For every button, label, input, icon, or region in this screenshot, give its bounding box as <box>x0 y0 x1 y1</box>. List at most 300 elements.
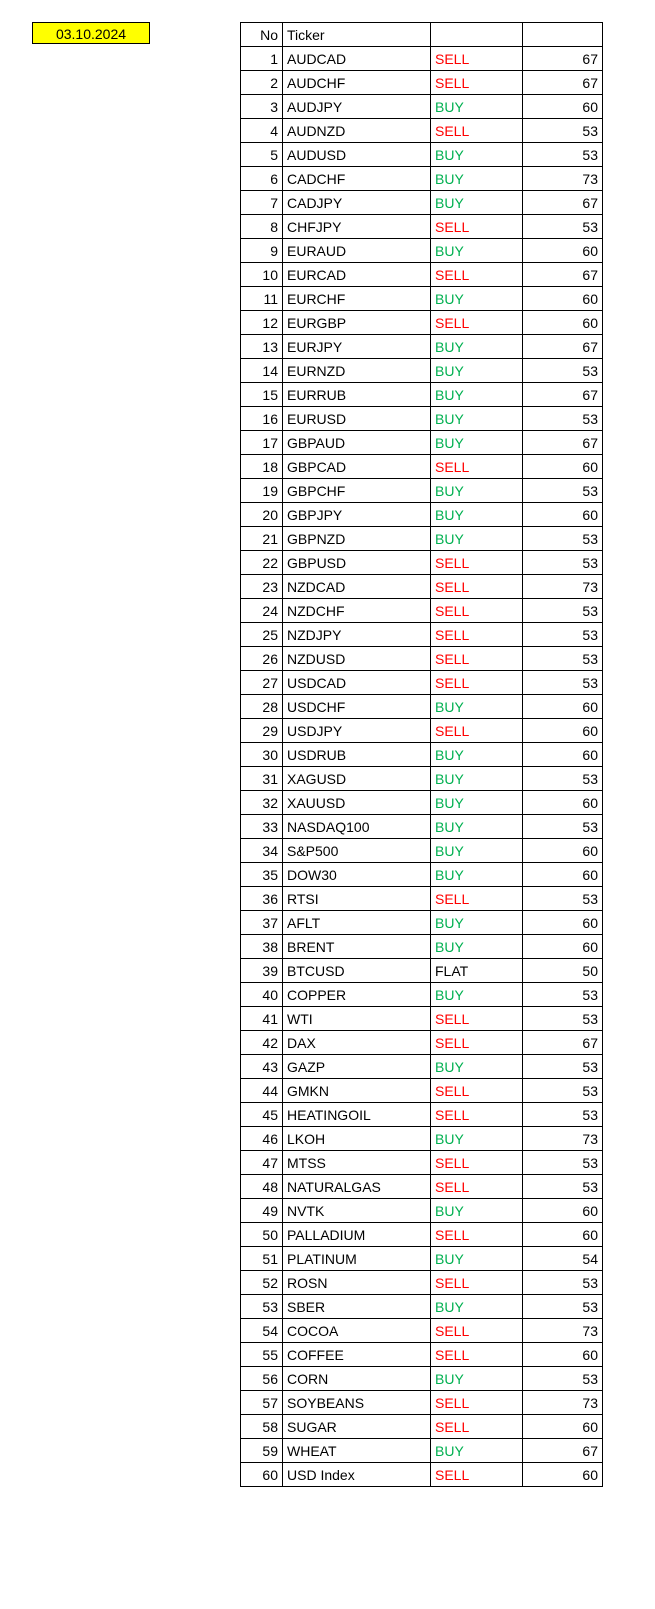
cell-ticker: EURAUD <box>283 239 431 263</box>
cell-win-percent: 53 <box>523 479 603 503</box>
table-row <box>241 839 603 863</box>
cell-no: 8 <box>241 215 283 239</box>
table-row <box>241 431 603 455</box>
cell-no: 38 <box>241 935 283 959</box>
cell-win-percent: 53 <box>523 1103 603 1127</box>
cell-ticker: NZDCAD <box>283 575 431 599</box>
table-row <box>241 575 603 599</box>
cell-trend: BUY <box>431 1367 523 1391</box>
table-row <box>241 95 603 119</box>
table-body <box>241 47 603 1487</box>
cell-no: 59 <box>241 1439 283 1463</box>
table-row <box>241 503 603 527</box>
table-row <box>241 1319 603 1343</box>
cell-trend: BUY <box>431 95 523 119</box>
cell-ticker: RTSI <box>283 887 431 911</box>
column-header-trend: TREND <box>431 23 523 47</box>
cell-trend: BUY <box>431 527 523 551</box>
table-row <box>241 1199 603 1223</box>
table-row <box>241 1223 603 1247</box>
cell-trend: SELL <box>431 1079 523 1103</box>
cell-no: 4 <box>241 119 283 143</box>
table-row <box>241 959 603 983</box>
table-row <box>241 311 603 335</box>
cell-no: 32 <box>241 791 283 815</box>
cell-win-percent: 60 <box>523 455 603 479</box>
table-row <box>241 71 603 95</box>
cell-ticker: CADCHF <box>283 167 431 191</box>
cell-ticker: LKOH <box>283 1127 431 1151</box>
cell-win-percent: 67 <box>523 335 603 359</box>
cell-no: 44 <box>241 1079 283 1103</box>
cell-win-percent: 60 <box>523 503 603 527</box>
cell-no: 58 <box>241 1415 283 1439</box>
table-row <box>241 383 603 407</box>
cell-win-percent: 60 <box>523 911 603 935</box>
cell-win-percent: 60 <box>523 839 603 863</box>
cell-win-percent: 60 <box>523 863 603 887</box>
cell-trend: SELL <box>431 263 523 287</box>
table-row <box>241 671 603 695</box>
cell-ticker: USDCAD <box>283 671 431 695</box>
cell-no: 43 <box>241 1055 283 1079</box>
cell-win-percent: 53 <box>523 647 603 671</box>
cell-win-percent: 60 <box>523 287 603 311</box>
cell-ticker: GBPCHF <box>283 479 431 503</box>
table-row <box>241 767 603 791</box>
cell-ticker: AUDUSD <box>283 143 431 167</box>
cell-ticker: GAZP <box>283 1055 431 1079</box>
cell-trend: SELL <box>431 47 523 71</box>
cell-win-percent: 60 <box>523 95 603 119</box>
cell-win-percent: 53 <box>523 671 603 695</box>
cell-no: 40 <box>241 983 283 1007</box>
cell-no: 29 <box>241 719 283 743</box>
cell-no: 34 <box>241 839 283 863</box>
cell-trend: SELL <box>431 887 523 911</box>
table-row <box>241 143 603 167</box>
cell-trend: SELL <box>431 1271 523 1295</box>
cell-no: 12 <box>241 311 283 335</box>
table-row <box>241 623 603 647</box>
cell-no: 15 <box>241 383 283 407</box>
cell-trend: SELL <box>431 1343 523 1367</box>
table-row <box>241 1391 603 1415</box>
cell-win-percent: 60 <box>523 695 603 719</box>
table-row <box>241 1271 603 1295</box>
cell-win-percent: 60 <box>523 1199 603 1223</box>
cell-trend: BUY <box>431 407 523 431</box>
cell-trend: SELL <box>431 119 523 143</box>
table-row <box>241 551 603 575</box>
cell-no: 35 <box>241 863 283 887</box>
cell-no: 5 <box>241 143 283 167</box>
cell-win-percent: 67 <box>523 263 603 287</box>
cell-ticker: BRENT <box>283 935 431 959</box>
table-row <box>241 1439 603 1463</box>
table-row <box>241 1103 603 1127</box>
cell-no: 24 <box>241 599 283 623</box>
cell-trend: BUY <box>431 335 523 359</box>
cell-trend: FLAT <box>431 959 523 983</box>
cell-win-percent: 67 <box>523 191 603 215</box>
cell-ticker: USD Index <box>283 1463 431 1487</box>
cell-ticker: GBPUSD <box>283 551 431 575</box>
cell-trend: SELL <box>431 551 523 575</box>
cell-ticker: NASDAQ100 <box>283 815 431 839</box>
cell-trend: BUY <box>431 503 523 527</box>
cell-trend: BUY <box>431 1295 523 1319</box>
table-row <box>241 1463 603 1487</box>
table-row <box>241 647 603 671</box>
table-row <box>241 407 603 431</box>
cell-no: 48 <box>241 1175 283 1199</box>
table-row <box>241 1175 603 1199</box>
cell-win-percent: 60 <box>523 743 603 767</box>
table-row <box>241 887 603 911</box>
cell-ticker: USDJPY <box>283 719 431 743</box>
cell-trend: SELL <box>431 311 523 335</box>
cell-ticker: BTCUSD <box>283 959 431 983</box>
cell-win-percent: 60 <box>523 1223 603 1247</box>
cell-win-percent: 53 <box>523 887 603 911</box>
cell-ticker: SUGAR <box>283 1415 431 1439</box>
cell-no: 22 <box>241 551 283 575</box>
cell-trend: BUY <box>431 143 523 167</box>
table-row <box>241 263 603 287</box>
table-row <box>241 599 603 623</box>
cell-win-percent: 53 <box>523 407 603 431</box>
cell-no: 37 <box>241 911 283 935</box>
cell-ticker: EURJPY <box>283 335 431 359</box>
table-row <box>241 791 603 815</box>
table-row <box>241 455 603 479</box>
table-row <box>241 1151 603 1175</box>
cell-trend: BUY <box>431 767 523 791</box>
cell-win-percent: 67 <box>523 1031 603 1055</box>
table-row <box>241 1343 603 1367</box>
cell-trend: SELL <box>431 1223 523 1247</box>
cell-no: 11 <box>241 287 283 311</box>
cell-win-percent: 67 <box>523 1439 603 1463</box>
table-row <box>241 935 603 959</box>
cell-no: 49 <box>241 1199 283 1223</box>
cell-no: 60 <box>241 1463 283 1487</box>
table-row <box>241 527 603 551</box>
cell-ticker: CORN <box>283 1367 431 1391</box>
table-row <box>241 47 603 71</box>
cell-no: 6 <box>241 167 283 191</box>
cell-no: 50 <box>241 1223 283 1247</box>
cell-ticker: ROSN <box>283 1271 431 1295</box>
cell-no: 31 <box>241 767 283 791</box>
cell-trend: BUY <box>431 983 523 1007</box>
cell-trend: SELL <box>431 575 523 599</box>
cell-trend: SELL <box>431 1031 523 1055</box>
cell-ticker: NVTK <box>283 1199 431 1223</box>
cell-ticker: MTSS <box>283 1151 431 1175</box>
cell-trend: BUY <box>431 479 523 503</box>
cell-ticker: XAGUSD <box>283 767 431 791</box>
cell-ticker: AUDNZD <box>283 119 431 143</box>
cell-win-percent: 67 <box>523 431 603 455</box>
cell-ticker: EURNZD <box>283 359 431 383</box>
cell-ticker: PALLADIUM <box>283 1223 431 1247</box>
table-header <box>241 23 603 47</box>
cell-win-percent: 60 <box>523 311 603 335</box>
cell-ticker: COFFEE <box>283 1343 431 1367</box>
cell-win-percent: 53 <box>523 767 603 791</box>
table-row <box>241 719 603 743</box>
cell-no: 2 <box>241 71 283 95</box>
cell-trend: BUY <box>431 1127 523 1151</box>
cell-win-percent: 60 <box>523 1463 603 1487</box>
cell-ticker: DAX <box>283 1031 431 1055</box>
cell-win-percent: 53 <box>523 527 603 551</box>
table-row <box>241 1367 603 1391</box>
cell-ticker: GBPAUD <box>283 431 431 455</box>
cell-win-percent: 73 <box>523 167 603 191</box>
cell-ticker: EURGBP <box>283 311 431 335</box>
signals-table-container <box>240 22 603 1487</box>
cell-ticker: NZDJPY <box>283 623 431 647</box>
cell-ticker: NATURALGAS <box>283 1175 431 1199</box>
cell-ticker: AFLT <box>283 911 431 935</box>
table-row <box>241 695 603 719</box>
table-row <box>241 335 603 359</box>
table-row <box>241 1007 603 1031</box>
cell-trend: BUY <box>431 839 523 863</box>
cell-trend: SELL <box>431 215 523 239</box>
cell-ticker: GMKN <box>283 1079 431 1103</box>
cell-no: 20 <box>241 503 283 527</box>
cell-win-percent: 73 <box>523 1127 603 1151</box>
cell-ticker: USDRUB <box>283 743 431 767</box>
cell-no: 33 <box>241 815 283 839</box>
cell-no: 53 <box>241 1295 283 1319</box>
cell-trend: SELL <box>431 1007 523 1031</box>
cell-no: 16 <box>241 407 283 431</box>
cell-win-percent: 67 <box>523 71 603 95</box>
cell-ticker: XAUUSD <box>283 791 431 815</box>
cell-ticker: COCOA <box>283 1319 431 1343</box>
cell-no: 14 <box>241 359 283 383</box>
cell-trend: BUY <box>431 935 523 959</box>
table-row <box>241 1127 603 1151</box>
cell-no: 39 <box>241 959 283 983</box>
cell-no: 7 <box>241 191 283 215</box>
cell-win-percent: 53 <box>523 215 603 239</box>
cell-ticker: HEATINGOIL <box>283 1103 431 1127</box>
cell-trend: BUY <box>431 1439 523 1463</box>
cell-no: 45 <box>241 1103 283 1127</box>
cell-ticker: NZDUSD <box>283 647 431 671</box>
cell-trend: BUY <box>431 1055 523 1079</box>
cell-ticker: AUDCHF <box>283 71 431 95</box>
cell-no: 42 <box>241 1031 283 1055</box>
cell-trend: BUY <box>431 743 523 767</box>
table-row <box>241 863 603 887</box>
table-row <box>241 215 603 239</box>
cell-no: 19 <box>241 479 283 503</box>
cell-ticker: SBER <box>283 1295 431 1319</box>
cell-trend: SELL <box>431 647 523 671</box>
cell-win-percent: 73 <box>523 1391 603 1415</box>
cell-ticker: AUDJPY <box>283 95 431 119</box>
cell-trend: BUY <box>431 287 523 311</box>
cell-win-percent: 53 <box>523 119 603 143</box>
cell-win-percent: 53 <box>523 599 603 623</box>
cell-win-percent: 53 <box>523 359 603 383</box>
cell-ticker: SOYBEANS <box>283 1391 431 1415</box>
cell-trend: SELL <box>431 1319 523 1343</box>
cell-no: 23 <box>241 575 283 599</box>
cell-ticker: EURCHF <box>283 287 431 311</box>
cell-trend: BUY <box>431 191 523 215</box>
cell-trend: SELL <box>431 1175 523 1199</box>
cell-ticker: PLATINUM <box>283 1247 431 1271</box>
cell-ticker: EURRUB <box>283 383 431 407</box>
table-row <box>241 287 603 311</box>
cell-ticker: GBPCAD <box>283 455 431 479</box>
cell-trend: SELL <box>431 599 523 623</box>
cell-no: 1 <box>241 47 283 71</box>
cell-ticker: CHFJPY <box>283 215 431 239</box>
cell-trend: SELL <box>431 719 523 743</box>
cell-ticker: NZDCHF <box>283 599 431 623</box>
cell-ticker: EURUSD <box>283 407 431 431</box>
cell-ticker: CADJPY <box>283 191 431 215</box>
cell-trend: SELL <box>431 1151 523 1175</box>
cell-ticker: AUDCAD <box>283 47 431 71</box>
cell-trend: SELL <box>431 623 523 647</box>
cell-win-percent: 53 <box>523 1007 603 1031</box>
cell-win-percent: 53 <box>523 1079 603 1103</box>
cell-trend: SELL <box>431 671 523 695</box>
table-header-row <box>241 23 603 47</box>
cell-ticker: WHEAT <box>283 1439 431 1463</box>
cell-trend: SELL <box>431 71 523 95</box>
cell-trend: BUY <box>431 863 523 887</box>
cell-no: 3 <box>241 95 283 119</box>
cell-no: 18 <box>241 455 283 479</box>
cell-ticker: GBPJPY <box>283 503 431 527</box>
cell-trend: BUY <box>431 911 523 935</box>
cell-trend: BUY <box>431 167 523 191</box>
cell-win-percent: 53 <box>523 1271 603 1295</box>
cell-no: 41 <box>241 1007 283 1031</box>
table-row <box>241 1247 603 1271</box>
cell-win-percent: 53 <box>523 1175 603 1199</box>
cell-no: 46 <box>241 1127 283 1151</box>
cell-ticker: USDCHF <box>283 695 431 719</box>
cell-ticker: DOW30 <box>283 863 431 887</box>
table-row <box>241 743 603 767</box>
cell-ticker: GBPNZD <box>283 527 431 551</box>
cell-win-percent: 53 <box>523 983 603 1007</box>
cell-no: 36 <box>241 887 283 911</box>
cell-no: 28 <box>241 695 283 719</box>
cell-no: 17 <box>241 431 283 455</box>
table-row <box>241 167 603 191</box>
cell-no: 13 <box>241 335 283 359</box>
table-row <box>241 359 603 383</box>
cell-ticker: WTI <box>283 1007 431 1031</box>
cell-trend: BUY <box>431 383 523 407</box>
cell-no: 57 <box>241 1391 283 1415</box>
cell-win-percent: 67 <box>523 47 603 71</box>
column-header-win-percent: WIN % <box>523 23 603 47</box>
cell-no: 47 <box>241 1151 283 1175</box>
cell-trend: BUY <box>431 431 523 455</box>
cell-win-percent: 53 <box>523 143 603 167</box>
cell-win-percent: 73 <box>523 1319 603 1343</box>
cell-trend: BUY <box>431 695 523 719</box>
table-row <box>241 1055 603 1079</box>
signals-table <box>240 22 603 1487</box>
cell-no: 21 <box>241 527 283 551</box>
cell-win-percent: 67 <box>523 383 603 407</box>
cell-trend: SELL <box>431 1415 523 1439</box>
table-row <box>241 119 603 143</box>
cell-no: 9 <box>241 239 283 263</box>
cell-win-percent: 53 <box>523 1151 603 1175</box>
table-row <box>241 1295 603 1319</box>
cell-win-percent: 53 <box>523 815 603 839</box>
cell-win-percent: 60 <box>523 1343 603 1367</box>
cell-trend: SELL <box>431 1391 523 1415</box>
table-row <box>241 1415 603 1439</box>
cell-no: 25 <box>241 623 283 647</box>
cell-win-percent: 60 <box>523 239 603 263</box>
cell-trend: SELL <box>431 1103 523 1127</box>
cell-ticker: S&P500 <box>283 839 431 863</box>
column-header-ticker: Ticker <box>283 23 431 47</box>
table-row <box>241 239 603 263</box>
cell-no: 27 <box>241 671 283 695</box>
cell-trend: BUY <box>431 815 523 839</box>
cell-win-percent: 53 <box>523 1295 603 1319</box>
cell-win-percent: 53 <box>523 551 603 575</box>
table-row <box>241 983 603 1007</box>
table-row <box>241 1031 603 1055</box>
table-row <box>241 1079 603 1103</box>
cell-win-percent: 53 <box>523 623 603 647</box>
cell-win-percent: 53 <box>523 1055 603 1079</box>
cell-no: 51 <box>241 1247 283 1271</box>
cell-win-percent: 50 <box>523 959 603 983</box>
cell-win-percent: 53 <box>523 1367 603 1391</box>
table-row <box>241 479 603 503</box>
cell-win-percent: 60 <box>523 791 603 815</box>
cell-no: 26 <box>241 647 283 671</box>
cell-no: 54 <box>241 1319 283 1343</box>
table-row <box>241 191 603 215</box>
cell-trend: BUY <box>431 791 523 815</box>
cell-trend: BUY <box>431 359 523 383</box>
cell-no: 30 <box>241 743 283 767</box>
cell-no: 55 <box>241 1343 283 1367</box>
cell-trend: BUY <box>431 239 523 263</box>
table-row <box>241 815 603 839</box>
cell-win-percent: 54 <box>523 1247 603 1271</box>
cell-trend: SELL <box>431 1463 523 1487</box>
cell-trend: BUY <box>431 1199 523 1223</box>
cell-win-percent: 60 <box>523 935 603 959</box>
column-header-no: No <box>241 23 283 47</box>
cell-trend: SELL <box>431 455 523 479</box>
cell-win-percent: 73 <box>523 575 603 599</box>
